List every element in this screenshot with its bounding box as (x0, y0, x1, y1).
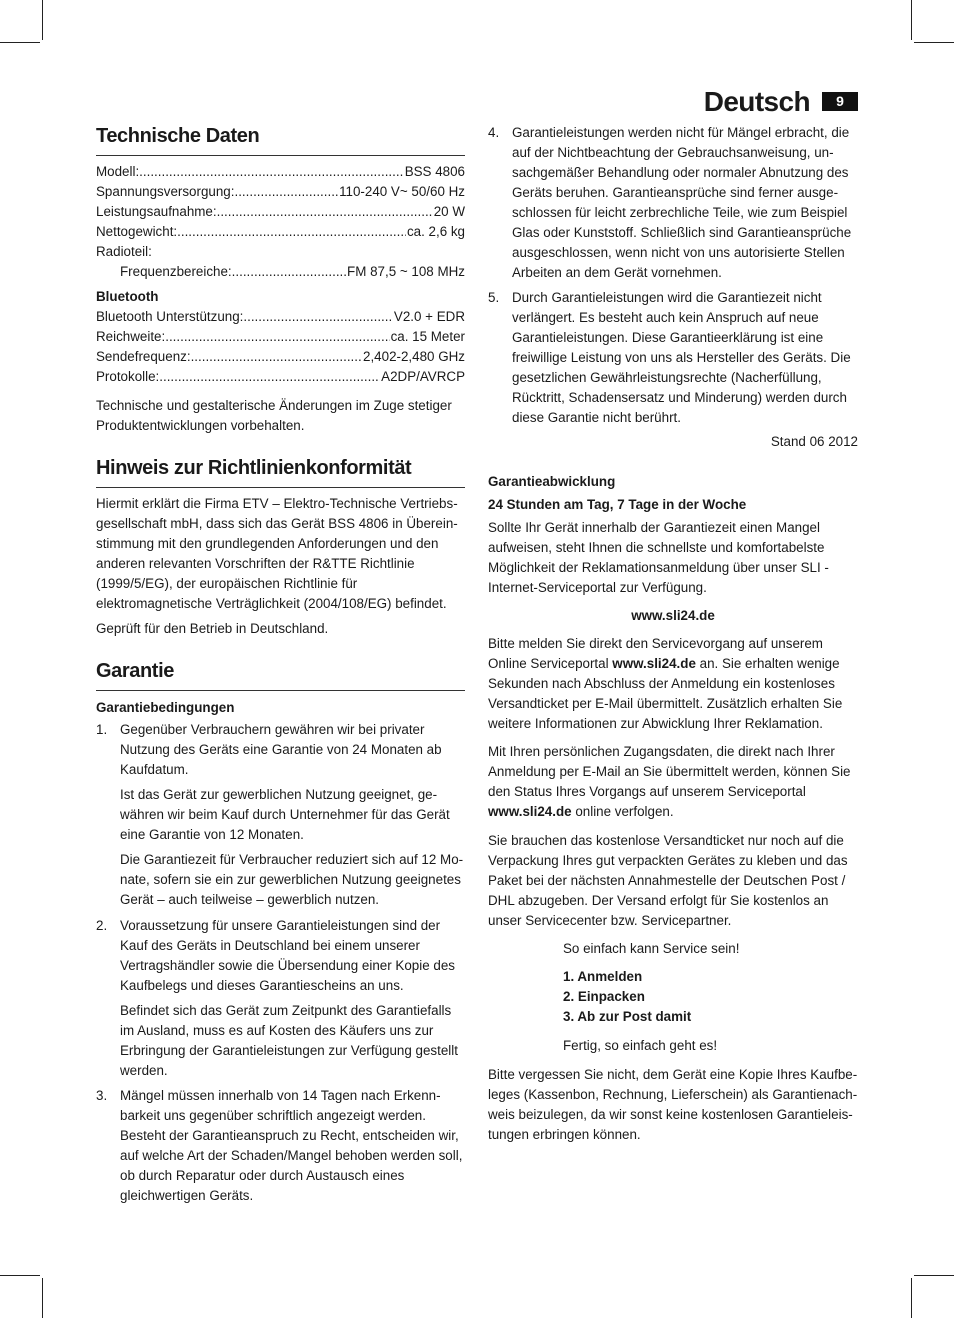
step-item: 3. Ab zur Post damit (563, 1009, 692, 1024)
crop-mark (911, 0, 912, 40)
crop-mark (911, 1278, 912, 1318)
spec-row (96, 222, 465, 242)
crop-mark (914, 42, 954, 43)
handling-paragraph: Sie brauchen das kostenlose Versandticket nur noch auf die Verpackung Ihres gut verpackten Gerätes zu kleben und das Paket bei der nächsten Annahmestelle der Deutschen Post / DHL abzugeben. Der Versand erfolgt für Sie kostenlos an unser Servicecenter bzw. Servicepartner. (488, 833, 848, 928)
text-span: online verfolgen. (571, 804, 674, 819)
page-language-title: Deutsch (703, 86, 810, 117)
list-paragraph: Ist das Gerät zur gewerblichen Nutzung geeignet, ge-währen wir beim Kauf durch Unternehmer für das Gerät eine Garantie von 12 Monaten. (120, 787, 450, 842)
handling-paragraph (488, 742, 858, 822)
service-url[interactable]: www.sli24.de (631, 608, 715, 623)
spec-label: Protokolle: (96, 369, 160, 384)
list-paragraph: Garantieleistungen werden nicht für Mängel erbracht, die auf der Nichtbeachtung der Gebrauchsanweisung, un-sachgemäßer Behandlung oder normaler Abnutzung des Geräts beruhen. Garantieansprüche sind ferner ausge-schlossen für leicht zerbrechliche Teile, wie zum Beispiel Glas oder Kunststoff. Schließlich sind Garantieansprüche ausgeschlossen, wenn nicht von uns autorisierte Stellen Arbeiten an dem Gerät vornehmen. (512, 125, 852, 280)
spec-row (96, 367, 465, 387)
service-link[interactable]: www.sli24.de (612, 656, 696, 671)
list-paragraph: Gegenüber Verbrauchern gewähren wir bei privater Nutzung des Geräts eine Garantie von 24 Monaten ab Kaufdatum. (120, 722, 442, 777)
service-done: Fertig, so einfach geht es! (563, 1038, 718, 1053)
spec-value: V2.0 + EDR (393, 309, 465, 324)
list-number: 3. (96, 1088, 108, 1103)
spec-label: Spannungsversorgung: (96, 184, 235, 199)
conformity-text: Hiermit erklärt die Firma ETV – Elektro-Technische Vertriebs-gesellschaft mbH, dass sich das Gerät BSS 4806 in Überein-stimmung mit den grundlegenden Anforderungen und den anderen relevanten Vorschriften der R&TTE Richtlinie (1999/5/EG), der europäischen Richtlinie für elektromagnetische Verträglichkeit (2004/108/EG) befindet. (96, 496, 458, 611)
list-item (96, 1086, 465, 1211)
text-span: an. Sie erhalten wenige Sekunden nach Abschluss der Anmeldung ein kostenloses Versandticket per E-Mail übermittelt. Zusätzlich erhalten Sie weitere Informationen zur Abwicklung Ihrer Reklamation. (488, 656, 843, 731)
crop-mark (914, 1275, 954, 1276)
spec-value: 2,402-2,480 GHz (363, 349, 465, 364)
spec-label: Bluetooth Unterstützung: (96, 309, 244, 324)
list-number: 2. (96, 918, 108, 933)
warranty-heading: Garantie (96, 658, 465, 691)
handling-subheading: 24 Stunden am Tag, 7 Tage in der Woche (488, 497, 747, 512)
warranty-stand: Stand 06 2012 (770, 434, 858, 449)
service-easy: So einfach kann Service sein! (563, 941, 740, 956)
list-paragraph: Befindet sich das Gerät zum Zeitpunkt des Garantiefalls im Ausland, muss es auf Kosten des Käufers uns zur Erbringung der Garantieleistungen zur Verfügung gestellt werden. (120, 1003, 458, 1078)
list-paragraph: Durch Garantieleistungen wird die Garantiezeit nicht verlängert. Es besteht auch kein Anspruch auf neue Garantieleistungen. Diese Garantieerklärung ist eine freiwillige Leistung von uns als Hersteller des Geräts. Die gesetzlichen Gewährleistungsrechte (Nacherfüllung, Rücktritt, Schadensersatz und Minderung) werden durch diese Garantie nicht berührt. (512, 290, 851, 425)
spec-value: BSS 4806 (404, 164, 465, 179)
spec-value: ca. 15 Meter (390, 329, 465, 344)
list-number: 1. (96, 722, 108, 737)
spec-value: A2DP/AVRCP (381, 369, 465, 384)
spec-value: FM 87,5 ~ 108 MHz (347, 264, 465, 279)
handling-paragraph: Sollte Ihr Gerät innerhalb der Garantiezeit einen Mangel aufweisen, steht Ihnen die schnellste und komfortabelste Möglichkeit der Reklamationsanmeldung über unser SLI - Internet-Serviceportal zur Verfügung. (488, 520, 829, 595)
spec-label: Leistungsaufnahme: (96, 204, 217, 219)
spec-label: Modell: (96, 164, 140, 179)
tech-specs (96, 162, 465, 282)
step-item: 2. Einpacken (563, 989, 645, 1004)
crop-mark (42, 1278, 43, 1318)
spec-row (96, 327, 465, 347)
list-number: 4. (488, 125, 500, 140)
spec-value: 20 W (433, 204, 465, 219)
crop-mark (0, 42, 40, 43)
spec-value: ca. 2,6 kg (406, 224, 465, 239)
list-item (96, 916, 465, 1086)
spec-row (96, 347, 465, 367)
spec-row (96, 307, 465, 327)
tech-heading: Technische Daten (96, 123, 465, 156)
list-paragraph: Voraussetzung für unsere Garantieleistungen sind der Kauf des Geräts in Deutschland bei einem unserer Vertragshändler sowie die Übersendung einer Kopie des Kaufbelegs und dieses Garantiescheins an uns. (120, 918, 455, 993)
handling-paragraph: Bitte vergessen Sie nicht, dem Gerät eine Kopie Ihres Kaufbe-leges (Kassenbon, Rechnung, Lieferschein) als Garantienach-weis beizulegen, da wir sonst keine kostenlosen Garantieleis-tungen erbringen können. (488, 1067, 858, 1142)
step-item: 1. Anmelden (563, 969, 643, 984)
bluetooth-specs (96, 307, 465, 387)
service-link[interactable]: www.sli24.de (488, 804, 572, 819)
text-span: Bitte melden Sie direkt den Servicevorgang auf unserem Online Serviceportal (488, 636, 823, 671)
tech-note: Technische und gestalterische Änderungen im Zuge stetiger Produktentwicklungen vorbehalten. (96, 398, 452, 433)
radio-label: Radioteil: (96, 244, 152, 259)
conformity-heading: Hinweis zur Richtlinienkonformität (96, 455, 465, 488)
warranty-subheading: Garantiebedingungen (96, 700, 235, 715)
handling-paragraph (488, 634, 858, 734)
spec-value: 110-240 V~ 50/60 Hz (339, 184, 465, 199)
list-number: 5. (488, 290, 500, 305)
list-item (488, 288, 858, 433)
list-item (488, 123, 858, 288)
service-steps (488, 967, 858, 1027)
spec-row (96, 162, 465, 182)
page-number-badge: 9 (822, 92, 858, 111)
spec-label: Frequenzbereiche: (120, 264, 232, 279)
spec-label: Reichweite: (96, 329, 166, 344)
text-span: Mit Ihren persönlichen Zugangsdaten, die direkt nach Ihrer Anmeldung per E-Mail an Sie übermittelt werden, können Sie den Status Ihres Vorgangs auf unserem Serviceportal (488, 744, 851, 799)
spec-label: Nettogewicht: (96, 224, 178, 239)
list-item (96, 720, 465, 915)
crop-mark (42, 0, 43, 40)
list-paragraph: Mängel müssen innerhalb von 14 Tagen nach Erkenn-barkeit uns gegenüber schriftlich angezeigt werden. Besteht der Garantieanspruch zu Recht, entscheiden wir, auf welche Art der Schaden/Mangel behoben werden soll, ob durch Reparatur oder durch Austausch eines gleichwertigen Geräts. (120, 1088, 463, 1203)
bluetooth-heading: Bluetooth (96, 289, 159, 304)
crop-mark (0, 1275, 40, 1276)
conformity-tested: Geprüft für den Betrieb in Deutschland. (96, 621, 329, 636)
handling-heading: Garantieabwicklung (488, 474, 616, 489)
spec-row (96, 262, 465, 282)
list-paragraph: Die Garantiezeit für Verbraucher reduziert sich auf 12 Mo-nate, sofern sie ein zur gewerblichen Nutzung geeignetes Gerät – auch teilweise – gewerblich nutzen. (120, 852, 464, 907)
spec-label: Sendefrequenz: (96, 349, 191, 364)
spec-row (96, 182, 465, 202)
spec-row (96, 202, 465, 222)
